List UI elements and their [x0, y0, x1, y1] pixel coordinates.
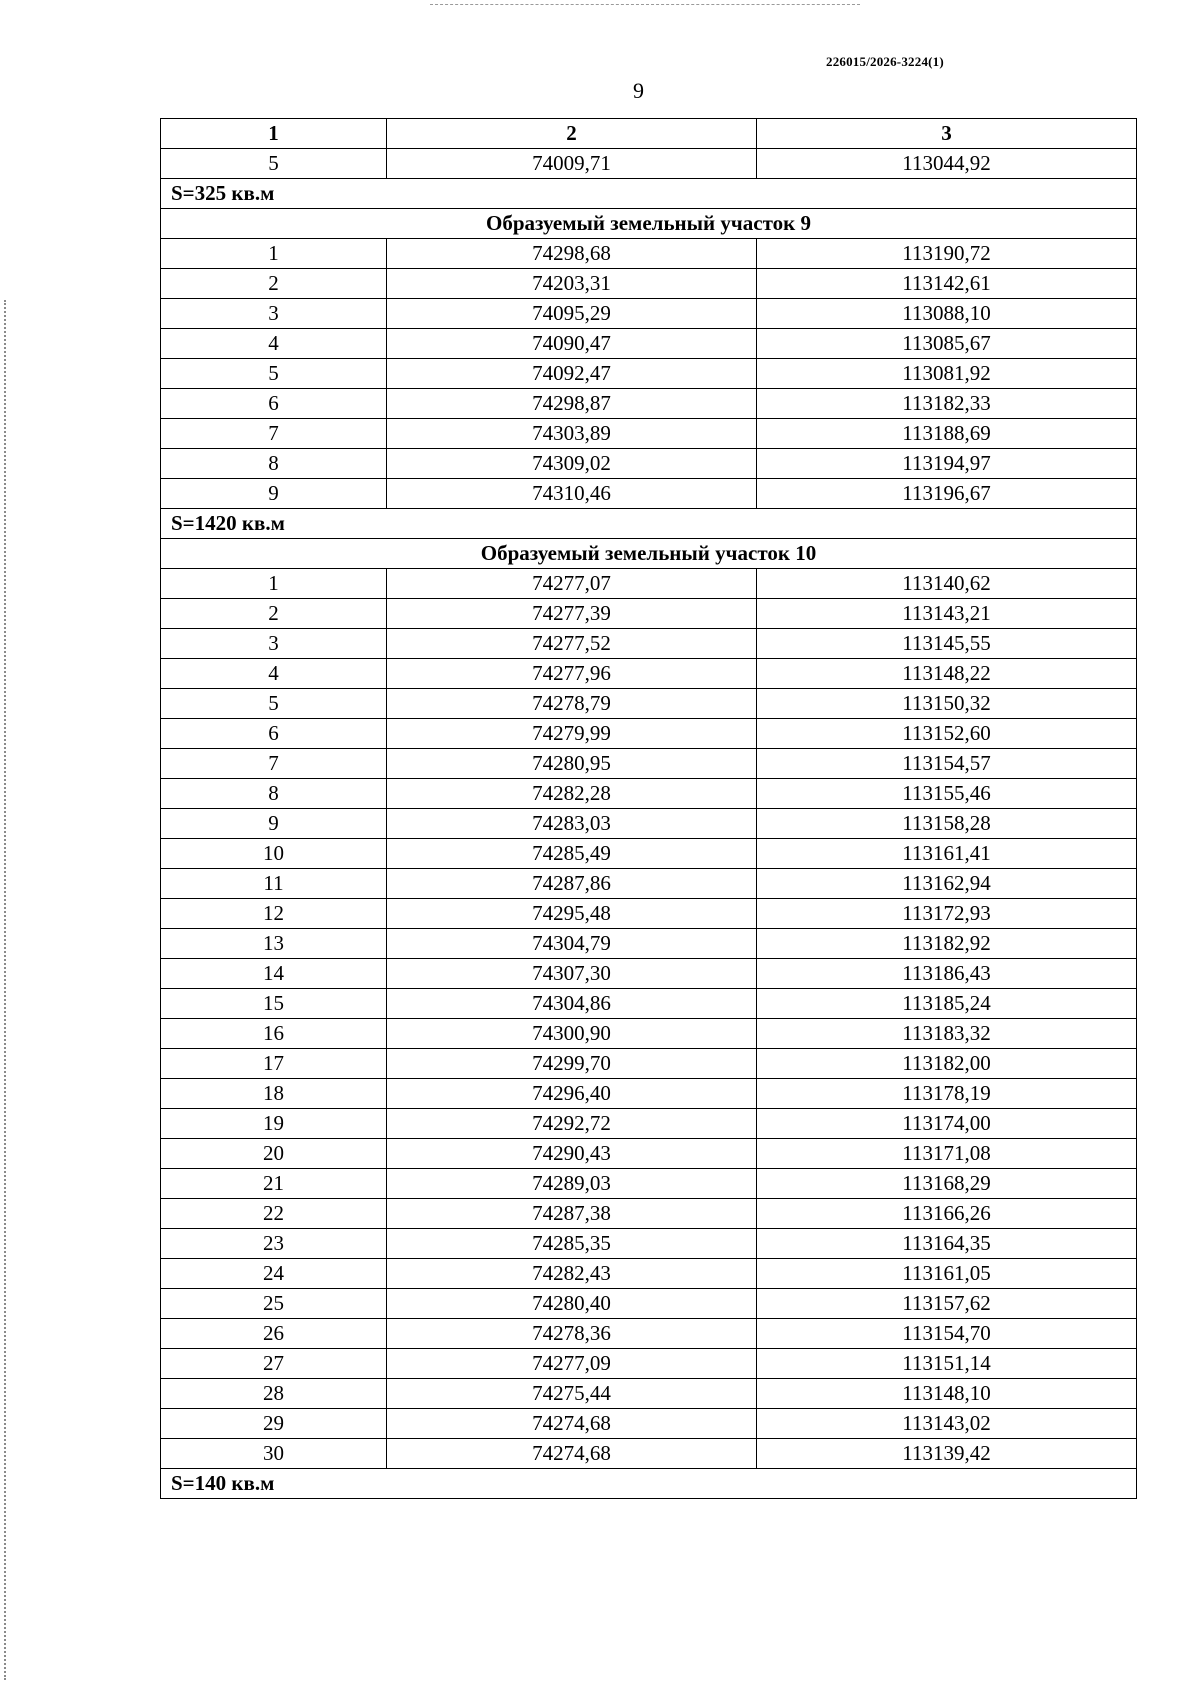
point-number-cell: 23 — [161, 1229, 387, 1259]
x-coordinate-cell: 74303,89 — [387, 419, 757, 449]
y-coordinate-cell: 113143,02 — [757, 1409, 1137, 1439]
table-row — [161, 569, 1137, 599]
point-number-cell: 1 — [161, 239, 387, 269]
point-number-cell: 15 — [161, 989, 387, 1019]
table-header-row — [161, 119, 1137, 149]
table-row — [161, 299, 1137, 329]
x-coordinate-cell: 74299,70 — [387, 1049, 757, 1079]
point-number-cell: 3 — [161, 629, 387, 659]
area-row — [161, 179, 1137, 209]
section-heading-row — [161, 539, 1137, 569]
x-coordinate-cell: 74304,86 — [387, 989, 757, 1019]
y-coordinate-cell: 113150,32 — [757, 689, 1137, 719]
y-coordinate-cell: 113182,33 — [757, 389, 1137, 419]
table-row — [161, 869, 1137, 899]
y-coordinate-cell: 113194,97 — [757, 449, 1137, 479]
point-number-cell: 7 — [161, 419, 387, 449]
x-coordinate-cell: 74295,48 — [387, 899, 757, 929]
header-cell-point-number: 1 — [161, 119, 387, 149]
document-number: 226015/2026-3224(1) — [826, 54, 944, 69]
point-number-cell: 12 — [161, 899, 387, 929]
table-row — [161, 749, 1137, 779]
x-coordinate-cell: 74298,87 — [387, 389, 757, 419]
point-number-cell: 9 — [161, 809, 387, 839]
y-coordinate-cell: 113152,60 — [757, 719, 1137, 749]
x-coordinate-cell: 74009,71 — [387, 149, 757, 179]
table-row — [161, 689, 1137, 719]
point-number-cell: 19 — [161, 1109, 387, 1139]
x-coordinate-cell: 74304,79 — [387, 929, 757, 959]
table-row — [161, 899, 1137, 929]
y-coordinate-cell: 113154,57 — [757, 749, 1137, 779]
y-coordinate-cell: 113182,00 — [757, 1049, 1137, 1079]
y-coordinate-cell: 113162,94 — [757, 869, 1137, 899]
table-row — [161, 1109, 1137, 1139]
area-row — [161, 1469, 1137, 1499]
y-coordinate-cell: 113171,08 — [757, 1139, 1137, 1169]
area-value: S=140 кв.м — [161, 1469, 1137, 1499]
table-row — [161, 659, 1137, 689]
table-row — [161, 359, 1137, 389]
point-number-cell: 30 — [161, 1439, 387, 1469]
point-number-cell: 4 — [161, 329, 387, 359]
point-number-cell: 1 — [161, 569, 387, 599]
table-row — [161, 929, 1137, 959]
y-coordinate-cell: 113081,92 — [757, 359, 1137, 389]
x-coordinate-cell: 74289,03 — [387, 1169, 757, 1199]
x-coordinate-cell: 74296,40 — [387, 1079, 757, 1109]
x-coordinate-cell: 74292,72 — [387, 1109, 757, 1139]
x-coordinate-cell: 74274,68 — [387, 1409, 757, 1439]
section-heading-row — [161, 209, 1137, 239]
table-row — [161, 599, 1137, 629]
table-row — [161, 1289, 1137, 1319]
y-coordinate-cell: 113186,43 — [757, 959, 1137, 989]
y-coordinate-cell: 113161,05 — [757, 1259, 1137, 1289]
x-coordinate-cell: 74282,28 — [387, 779, 757, 809]
table-row — [161, 269, 1137, 299]
y-coordinate-cell: 113182,92 — [757, 929, 1137, 959]
point-number-cell: 18 — [161, 1079, 387, 1109]
x-coordinate-cell: 74285,49 — [387, 839, 757, 869]
y-coordinate-cell: 113085,67 — [757, 329, 1137, 359]
point-number-cell: 13 — [161, 929, 387, 959]
y-coordinate-cell: 113145,55 — [757, 629, 1137, 659]
table-row — [161, 959, 1137, 989]
table-row — [161, 449, 1137, 479]
table-row — [161, 1259, 1137, 1289]
y-coordinate-cell: 113183,32 — [757, 1019, 1137, 1049]
y-coordinate-cell: 113190,72 — [757, 239, 1137, 269]
x-coordinate-cell: 74277,52 — [387, 629, 757, 659]
y-coordinate-cell: 113172,93 — [757, 899, 1137, 929]
x-coordinate-cell: 74283,03 — [387, 809, 757, 839]
table-row — [161, 239, 1137, 269]
point-number-cell: 24 — [161, 1259, 387, 1289]
coordinates-table — [160, 118, 1137, 1499]
point-number-cell: 28 — [161, 1379, 387, 1409]
x-coordinate-cell: 74298,68 — [387, 239, 757, 269]
point-number-cell: 14 — [161, 959, 387, 989]
y-coordinate-cell: 113174,00 — [757, 1109, 1137, 1139]
table-row — [161, 629, 1137, 659]
x-coordinate-cell: 74280,95 — [387, 749, 757, 779]
x-coordinate-cell: 74275,44 — [387, 1379, 757, 1409]
table-row — [161, 989, 1137, 1019]
table-row — [161, 1139, 1137, 1169]
y-coordinate-cell: 113148,10 — [757, 1379, 1137, 1409]
scan-left-edge-line — [4, 300, 6, 1680]
point-number-cell: 2 — [161, 599, 387, 629]
x-coordinate-cell: 74280,40 — [387, 1289, 757, 1319]
x-coordinate-cell: 74278,36 — [387, 1319, 757, 1349]
x-coordinate-cell: 74282,43 — [387, 1259, 757, 1289]
y-coordinate-cell: 113178,19 — [757, 1079, 1137, 1109]
area-row — [161, 509, 1137, 539]
point-number-cell: 6 — [161, 389, 387, 419]
table-row — [161, 1169, 1137, 1199]
table-row — [161, 779, 1137, 809]
y-coordinate-cell: 113088,10 — [757, 299, 1137, 329]
table-row — [161, 1229, 1137, 1259]
x-coordinate-cell: 74092,47 — [387, 359, 757, 389]
y-coordinate-cell: 113164,35 — [757, 1229, 1137, 1259]
point-number-cell: 21 — [161, 1169, 387, 1199]
y-coordinate-cell: 113140,62 — [757, 569, 1137, 599]
x-coordinate-cell: 74290,43 — [387, 1139, 757, 1169]
point-number-cell: 7 — [161, 749, 387, 779]
point-number-cell: 11 — [161, 869, 387, 899]
table-row — [161, 1019, 1137, 1049]
x-coordinate-cell: 74274,68 — [387, 1439, 757, 1469]
y-coordinate-cell: 113154,70 — [757, 1319, 1137, 1349]
x-coordinate-cell: 74300,90 — [387, 1019, 757, 1049]
point-number-cell: 26 — [161, 1319, 387, 1349]
area-value: S=325 кв.м — [161, 179, 1137, 209]
y-coordinate-cell: 113143,21 — [757, 599, 1137, 629]
point-number-cell: 5 — [161, 149, 387, 179]
page-number: 9 — [633, 78, 644, 103]
y-coordinate-cell: 113139,42 — [757, 1439, 1137, 1469]
point-number-cell: 10 — [161, 839, 387, 869]
x-coordinate-cell: 74307,30 — [387, 959, 757, 989]
table-row — [161, 389, 1137, 419]
point-number-cell: 3 — [161, 299, 387, 329]
table-row — [161, 479, 1137, 509]
point-number-cell: 17 — [161, 1049, 387, 1079]
point-number-cell: 8 — [161, 449, 387, 479]
y-coordinate-cell: 113151,14 — [757, 1349, 1137, 1379]
point-number-cell: 16 — [161, 1019, 387, 1049]
point-number-cell: 29 — [161, 1409, 387, 1439]
table-row — [161, 419, 1137, 449]
x-coordinate-cell: 74277,07 — [387, 569, 757, 599]
x-coordinate-cell: 74279,99 — [387, 719, 757, 749]
y-coordinate-cell: 113155,46 — [757, 779, 1137, 809]
x-coordinate-cell: 74278,79 — [387, 689, 757, 719]
point-number-cell: 2 — [161, 269, 387, 299]
table-row — [161, 149, 1137, 179]
point-number-cell: 20 — [161, 1139, 387, 1169]
point-number-cell: 5 — [161, 359, 387, 389]
x-coordinate-cell: 74287,86 — [387, 869, 757, 899]
scan-top-edge-line — [430, 4, 860, 5]
y-coordinate-cell: 113168,29 — [757, 1169, 1137, 1199]
table-row — [161, 1079, 1137, 1109]
y-coordinate-cell: 113185,24 — [757, 989, 1137, 1019]
x-coordinate-cell: 74287,38 — [387, 1199, 757, 1229]
table-row — [161, 1319, 1137, 1349]
y-coordinate-cell: 113188,69 — [757, 419, 1137, 449]
point-number-cell: 22 — [161, 1199, 387, 1229]
y-coordinate-cell: 113166,26 — [757, 1199, 1137, 1229]
x-coordinate-cell: 74277,96 — [387, 659, 757, 689]
point-number-cell: 25 — [161, 1289, 387, 1319]
y-coordinate-cell: 113157,62 — [757, 1289, 1137, 1319]
y-coordinate-cell: 113161,41 — [757, 839, 1137, 869]
x-coordinate-cell: 74309,02 — [387, 449, 757, 479]
header-cell-x: 2 — [387, 119, 757, 149]
point-number-cell: 4 — [161, 659, 387, 689]
point-number-cell: 9 — [161, 479, 387, 509]
x-coordinate-cell: 74095,29 — [387, 299, 757, 329]
y-coordinate-cell: 113044,92 — [757, 149, 1137, 179]
table-row — [161, 1349, 1137, 1379]
table-row — [161, 1379, 1137, 1409]
point-number-cell: 8 — [161, 779, 387, 809]
point-number-cell: 5 — [161, 689, 387, 719]
y-coordinate-cell: 113158,28 — [757, 809, 1137, 839]
table-row — [161, 719, 1137, 749]
table-row — [161, 1049, 1137, 1079]
y-coordinate-cell: 113148,22 — [757, 659, 1137, 689]
table-row — [161, 1199, 1137, 1229]
table-row — [161, 809, 1137, 839]
header-cell-y: 3 — [757, 119, 1137, 149]
table-row — [161, 1409, 1137, 1439]
x-coordinate-cell: 74090,47 — [387, 329, 757, 359]
y-coordinate-cell: 113142,61 — [757, 269, 1137, 299]
x-coordinate-cell: 74285,35 — [387, 1229, 757, 1259]
table-row — [161, 839, 1137, 869]
section-title: Образуемый земельный участок 10 — [161, 539, 1137, 569]
section-title: Образуемый земельный участок 9 — [161, 209, 1137, 239]
x-coordinate-cell: 74203,31 — [387, 269, 757, 299]
point-number-cell: 27 — [161, 1349, 387, 1379]
coordinates-table-body — [161, 119, 1137, 1499]
y-coordinate-cell: 113196,67 — [757, 479, 1137, 509]
point-number-cell: 6 — [161, 719, 387, 749]
table-row — [161, 329, 1137, 359]
x-coordinate-cell: 74277,09 — [387, 1349, 757, 1379]
x-coordinate-cell: 74277,39 — [387, 599, 757, 629]
table-row — [161, 1439, 1137, 1469]
x-coordinate-cell: 74310,46 — [387, 479, 757, 509]
area-value: S=1420 кв.м — [161, 509, 1137, 539]
